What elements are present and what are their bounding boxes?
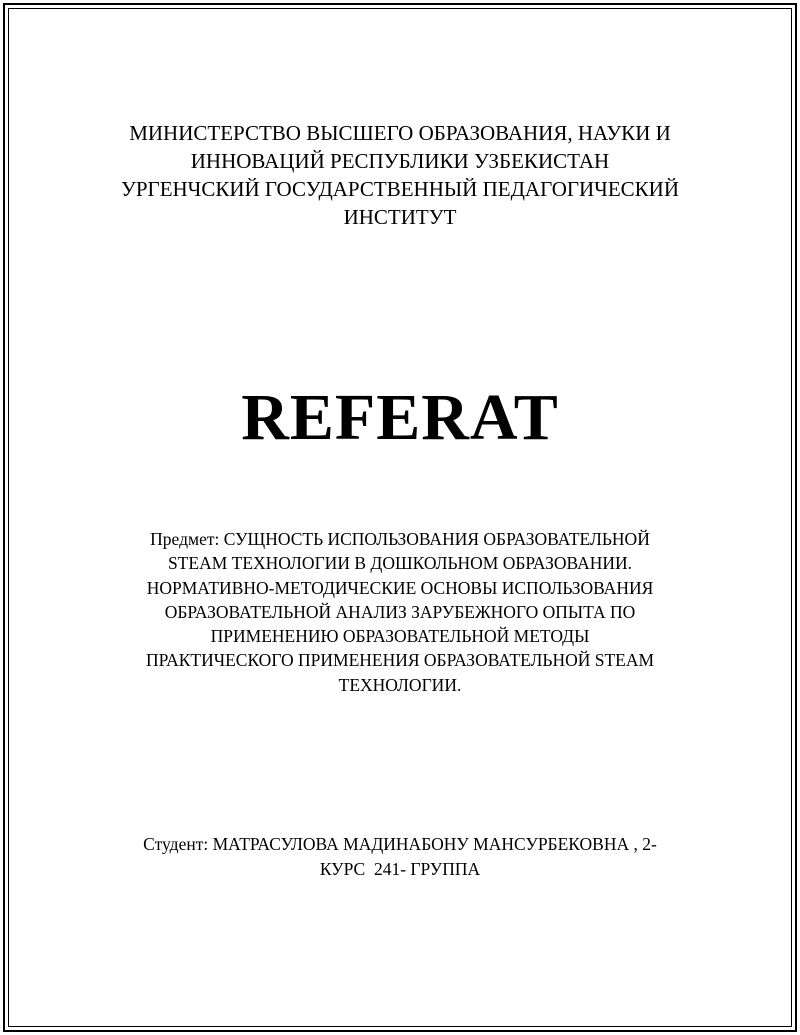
- header-line: ИННОВАЦИЙ РЕСПУБЛИКИ УЗБЕКИСТАН: [190, 149, 610, 173]
- header-line: МИНИСТЕРСТВО ВЫСШЕГО ОБРАЗОВАНИЯ, НАУКИ И: [129, 121, 671, 145]
- document-title: REFERAT: [241, 381, 559, 454]
- subject-line: ПРАКТИЧЕСКОГО ПРИМЕНЕНИЯ ОБРАЗОВАТЕЛЬНОЙ STEAM: [145, 650, 655, 671]
- subject-line: STEAM ТЕХНОЛОГИИ В ДОШКОЛЬНОМ ОБРАЗОВАНИИ.: [167, 553, 633, 574]
- subject-line: ПРИМЕНЕНИЮ ОБРАЗОВАТЕЛЬНОЙ МЕТОДЫ: [210, 626, 590, 647]
- subject-line: ТЕХНОЛОГИИ.: [338, 674, 462, 695]
- subject-line: НОРМАТИВНО-МЕТОДИЧЕСКИЕ ОСНОВЫ ИСПОЛЬЗОВАНИЯ: [146, 577, 654, 598]
- student-line: КУРС 241- ГРУППА: [319, 859, 481, 879]
- institution-header: [0, 119, 800, 231]
- subject-line: Предмет: СУЩНОСТЬ ИСПОЛЬЗОВАНИЯ ОБРАЗОВАТЕЛЬНОЙ: [150, 529, 650, 549]
- subject-block: [0, 527, 800, 697]
- header-line: УРГЕНЧСКИЙ ГОСУДАРСТВЕННЫЙ ПЕДАГОГИЧЕСКИЙ: [121, 177, 679, 201]
- student-line: Студент: МАТРАСУЛОВА МАДИНАБОНУ МАНСУРБЕКОВНА , 2-: [143, 834, 657, 854]
- subject-line: ОБРАЗОВАТЕЛЬНОЙ АНАЛИЗ ЗАРУБЕЖНОГО ОПЫТА ПО: [164, 601, 636, 622]
- header-line: ИНСТИТУТ: [343, 205, 457, 229]
- student-block: [0, 832, 800, 882]
